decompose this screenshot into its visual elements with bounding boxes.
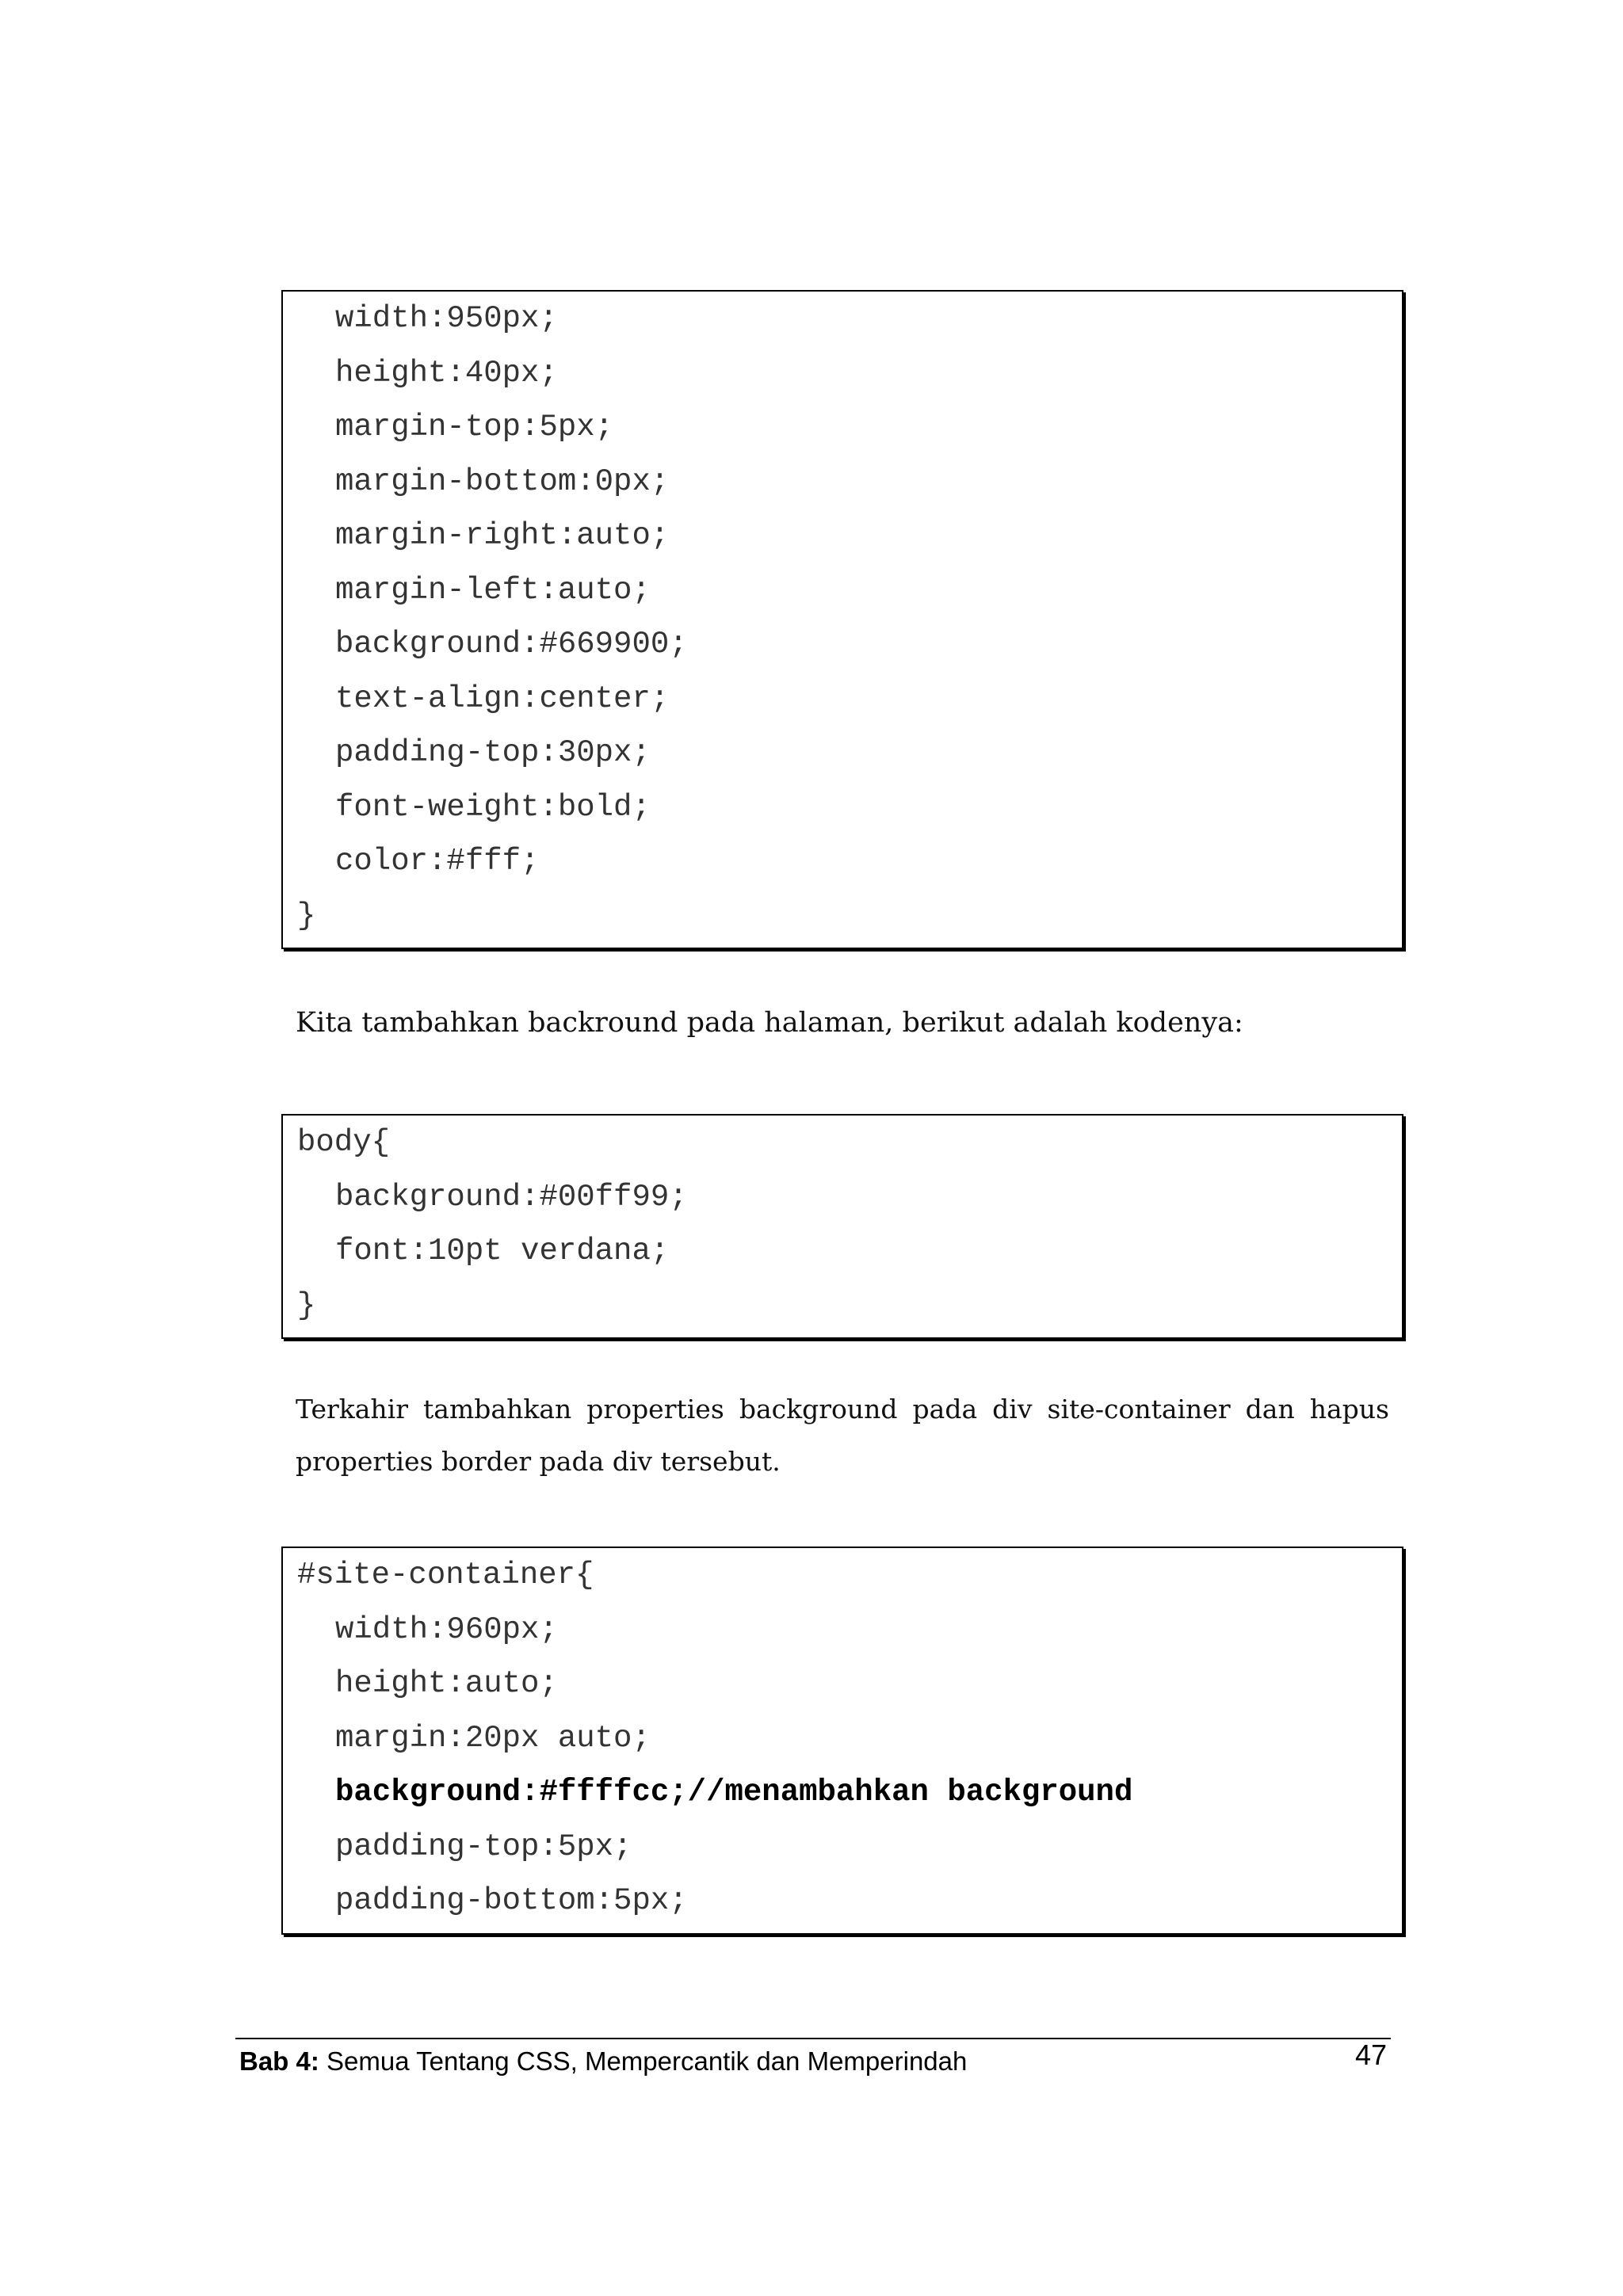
code-line: height:auto;: [335, 1666, 558, 1701]
code-block-2: [281, 1114, 1403, 1339]
code-line: font:10pt verdana;: [335, 1234, 670, 1268]
code-line: font-weight:bold;: [335, 789, 651, 825]
paragraph-2: Terkahir tambahkan properties background pada div site-container dan hapus properties border pada div tersebut.: [296, 1394, 1389, 1477]
code-line: margin:20px auto;: [335, 1720, 651, 1756]
code-block-3: [281, 1547, 1403, 1935]
code-line: margin-left:auto;: [335, 572, 651, 608]
footer-chapter-title: [239, 2042, 967, 2081]
code-line: background:#669900;: [335, 627, 688, 662]
code-line: width:950px;: [335, 301, 558, 336]
footer-chapter-label: Bab 4:: [239, 2046, 319, 2076]
footer-divider: [235, 2038, 1391, 2039]
code-line: padding-bottom:5px;: [335, 1883, 688, 1918]
code-line: margin-top:5px;: [335, 410, 614, 444]
page-number: 47: [1355, 2039, 1388, 2071]
code-line: }: [297, 898, 316, 933]
code-line: #site-container{: [297, 1558, 594, 1592]
code-line: text-align:center;: [335, 681, 670, 716]
code-line: }: [297, 1287, 316, 1323]
code-line: margin-right:auto;: [335, 518, 670, 553]
code-line: color:#fff;: [335, 844, 540, 879]
code-line: body{: [297, 1125, 391, 1160]
code-line: padding-top:30px;: [335, 735, 651, 770]
paragraph-1: Kita tambahkan backround pada halaman, berikut adalah kodenya:: [296, 1007, 1243, 1039]
code-block-1: [281, 290, 1403, 949]
code-line: background:#00ff99;: [335, 1179, 688, 1215]
code-line: height:40px;: [335, 355, 558, 391]
code-line: padding-top:5px;: [335, 1829, 632, 1864]
code-line: margin-bottom:0px;: [335, 463, 670, 499]
footer-title: Semua Tentang CSS, Mempercantik dan Memperindah: [319, 2046, 968, 2076]
code-line-highlighted: background:#ffffcc;//menambahkan background: [335, 1775, 1133, 1810]
code-line: width:960px;: [335, 1611, 558, 1647]
